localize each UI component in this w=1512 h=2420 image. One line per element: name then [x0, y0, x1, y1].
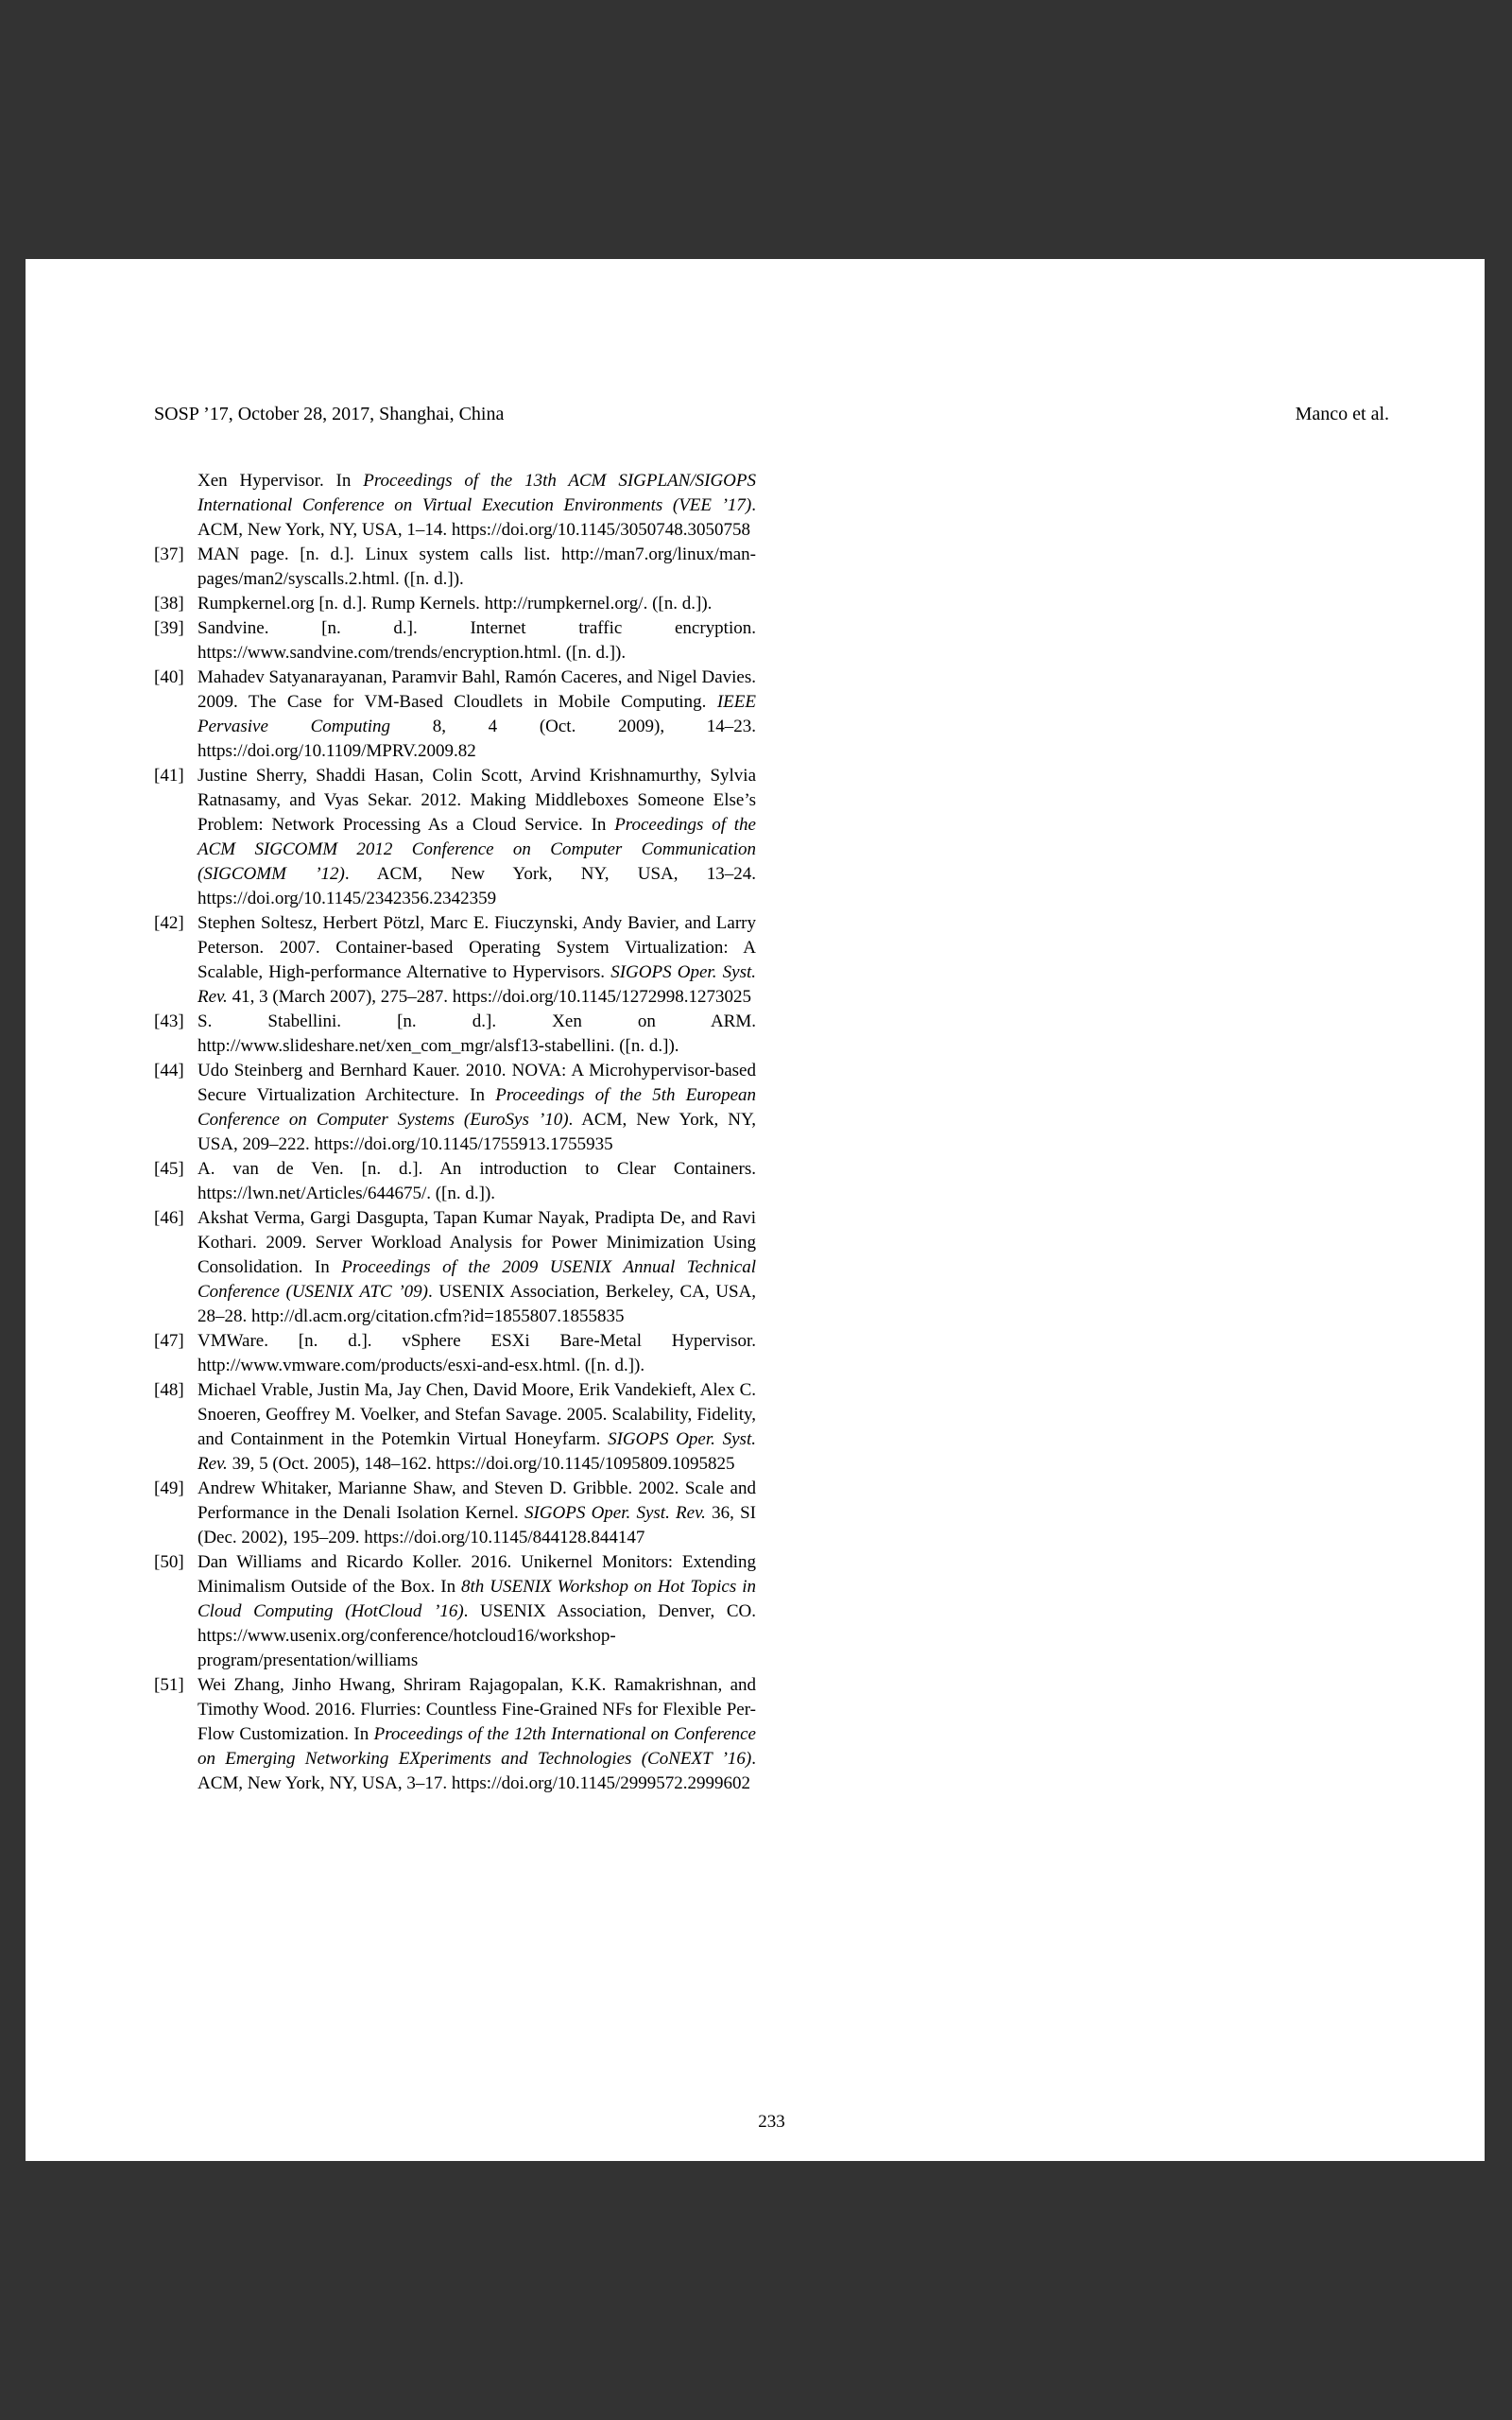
reference-label: [46] — [154, 1208, 184, 1228]
reference-entry — [154, 1059, 756, 1157]
paper-page — [26, 259, 1485, 2161]
reference-label: [42] — [154, 913, 184, 933]
reference-entry — [154, 666, 756, 764]
reference-entry — [154, 592, 756, 616]
reference-text: Stephen Soltesz, Herbert Pötzl, Marc E. Fiuczynski, Andy Bavier, and Larry Peterson. 2007. Container-based Operating System Virtualization: A Scalable, High-performance Alternative to Hypervisors. SIGOPS Oper. Syst. Rev. 41, 3 (March 2007), 275–287. https://doi.org/10.1145/1272998.1273025 — [198, 913, 756, 1007]
reference-entry — [154, 1206, 756, 1329]
reference-label: [44] — [154, 1061, 184, 1080]
reference-text: Andrew Whitaker, Marianne Shaw, and Steven D. Gribble. 2002. Scale and Performance in the Denali Isolation Kernel. SIGOPS Oper. Syst. Rev. 36, SI (Dec. 2002), 195–209. https://doi.org/10.1145/844128.844147 — [198, 1478, 756, 1547]
reference-text: Akshat Verma, Gargi Dasgupta, Tapan Kumar Nayak, Pradipta De, and Ravi Kothari. 2009. Server Workload Analysis for Power Minimization Using Consolidation. In Proceedings of the 2009 USENIX Annual Technical Conference (USENIX ATC ’09). USENIX Association, Berkeley, CA, USA, 28–28. http://dl.acm.org/citation.cfm?id=1855807.1855835 — [198, 1208, 756, 1326]
reference-text: Xen Hypervisor. In Proceedings of the 13th ACM SIGPLAN/SIGOPS International Conference on Virtual Execution Environments (VEE ’17). ACM, New York, NY, USA, 1–14. https://doi.org/10.1145/3050748.3050758 — [198, 471, 756, 540]
reference-entry — [154, 1010, 756, 1059]
reference-entry — [154, 543, 756, 592]
reference-text: Wei Zhang, Jinho Hwang, Shriram Rajagopalan, K.K. Ramakrishnan, and Timothy Wood. 2016. Flurries: Countless Fine-Grained NFs for Flexible Per-Flow Customization. In Proceedings of the 12th International on Conference on Emerging Networking EXperiments and Technologies (CoNEXT ’16). ACM, New York, NY, USA, 3–17. https://doi.org/10.1145/2999572.2999602 — [198, 1675, 756, 1793]
reference-label: [51] — [154, 1675, 184, 1695]
reference-entry — [154, 764, 756, 911]
reference-label: [48] — [154, 1380, 184, 1400]
reference-label: [37] — [154, 544, 184, 564]
reference-text: Michael Vrable, Justin Ma, Jay Chen, David Moore, Erik Vandekieft, Alex C. Snoeren, Geoffrey M. Voelker, and Stefan Savage. 2005. Scalability, Fidelity, and Containment in the Potemkin Virtual Honeyfarm. SIGOPS Oper. Syst. Rev. 39, 5 (Oct. 2005), 148–162. https://doi.org/10.1145/1095809.1095825 — [198, 1380, 756, 1474]
reference-entry — [154, 469, 756, 543]
reference-text: Udo Steinberg and Bernhard Kauer. 2010. NOVA: A Microhypervisor-based Secure Virtualization Architecture. In Proceedings of the 5th European Conference on Computer Systems (EuroSys ’10). ACM, New York, NY, USA, 209–222. https://doi.org/10.1145/1755913.1755935 — [198, 1061, 756, 1154]
reference-label: [45] — [154, 1159, 184, 1179]
reference-text: Dan Williams and Ricardo Koller. 2016. Unikernel Monitors: Extending Minimalism Outside of the Box. In 8th USENIX Workshop on Hot Topics in Cloud Computing (HotCloud ’16). USENIX Association, Denver, CO. https://www.usenix.org/conference/hotcloud16/workshop-program/presentation/williams — [198, 1552, 756, 1670]
reference-label: [49] — [154, 1478, 184, 1498]
reference-label: [43] — [154, 1011, 184, 1031]
reference-entry — [154, 1673, 756, 1796]
reference-label: [41] — [154, 766, 184, 786]
reference-label: [47] — [154, 1331, 184, 1351]
reference-text: MAN page. [n. d.]. Linux system calls list. http://man7.org/linux/man-pages/man2/syscalls.2.html. ([n. d.]). — [198, 544, 756, 589]
reference-text: Rumpkernel.org [n. d.]. Rump Kernels. http://rumpkernel.org/. ([n. d.]). — [198, 594, 713, 614]
reference-text: Mahadev Satyanarayanan, Paramvir Bahl, Ramón Caceres, and Nigel Davies. 2009. The Case for VM-Based Cloudlets in Mobile Computing. IEEE Pervasive Computing 8, 4 (Oct. 2009), 14–23. https://doi.org/10.1109/MPRV.2009.82 — [198, 667, 757, 761]
reference-label: [40] — [154, 667, 184, 687]
reference-entry — [154, 1550, 756, 1673]
reference-text: Justine Sherry, Shaddi Hasan, Colin Scott, Arvind Krishnamurthy, Sylvia Ratnasamy, and Vyas Sekar. 2012. Making Middleboxes Someone Else’s Problem: Network Processing As a Cloud Service. In Proceedings of the ACM SIGCOMM 2012 Conference on Computer Communication (SIGCOMM ’12). ACM, New York, NY, USA, 13–24. https://doi.org/10.1145/2342356.2342359 — [198, 766, 756, 908]
reference-text: S. Stabellini. [n. d.]. Xen on ARM. http://www.slideshare.net/xen_com_mgr/alsf13-stabellini. ([n. d.]). — [198, 1011, 756, 1056]
reference-entry — [154, 1157, 756, 1206]
page-number: 233 — [758, 2112, 785, 2132]
header-conference: SOSP ’17, October 28, 2017, Shanghai, China — [154, 404, 505, 424]
reference-text: VMWare. [n. d.]. vSphere ESXi Bare-Metal Hypervisor. http://www.vmware.com/products/esxi-and-esx.html. ([n. d.]). — [198, 1331, 756, 1375]
reference-entry — [154, 1477, 756, 1550]
reference-label: [39] — [154, 618, 184, 638]
page-header — [154, 403, 1389, 425]
reference-entry — [154, 1329, 756, 1378]
header-authors: Manco et al. — [1295, 404, 1389, 424]
reference-text: A. van de Ven. [n. d.]. An introduction to Clear Containers. https://lwn.net/Articles/644675/. ([n. d.]). — [198, 1159, 756, 1203]
reference-entry — [154, 911, 756, 1010]
reference-label: [38] — [154, 594, 184, 614]
reference-text: Sandvine. [n. d.]. Internet traffic encryption. https://www.sandvine.com/trends/encryption.html. ([n. d.]). — [198, 618, 756, 663]
references-list — [154, 469, 756, 1796]
reference-label: [50] — [154, 1552, 184, 1572]
reference-entry — [154, 1378, 756, 1477]
reference-entry — [154, 616, 756, 666]
